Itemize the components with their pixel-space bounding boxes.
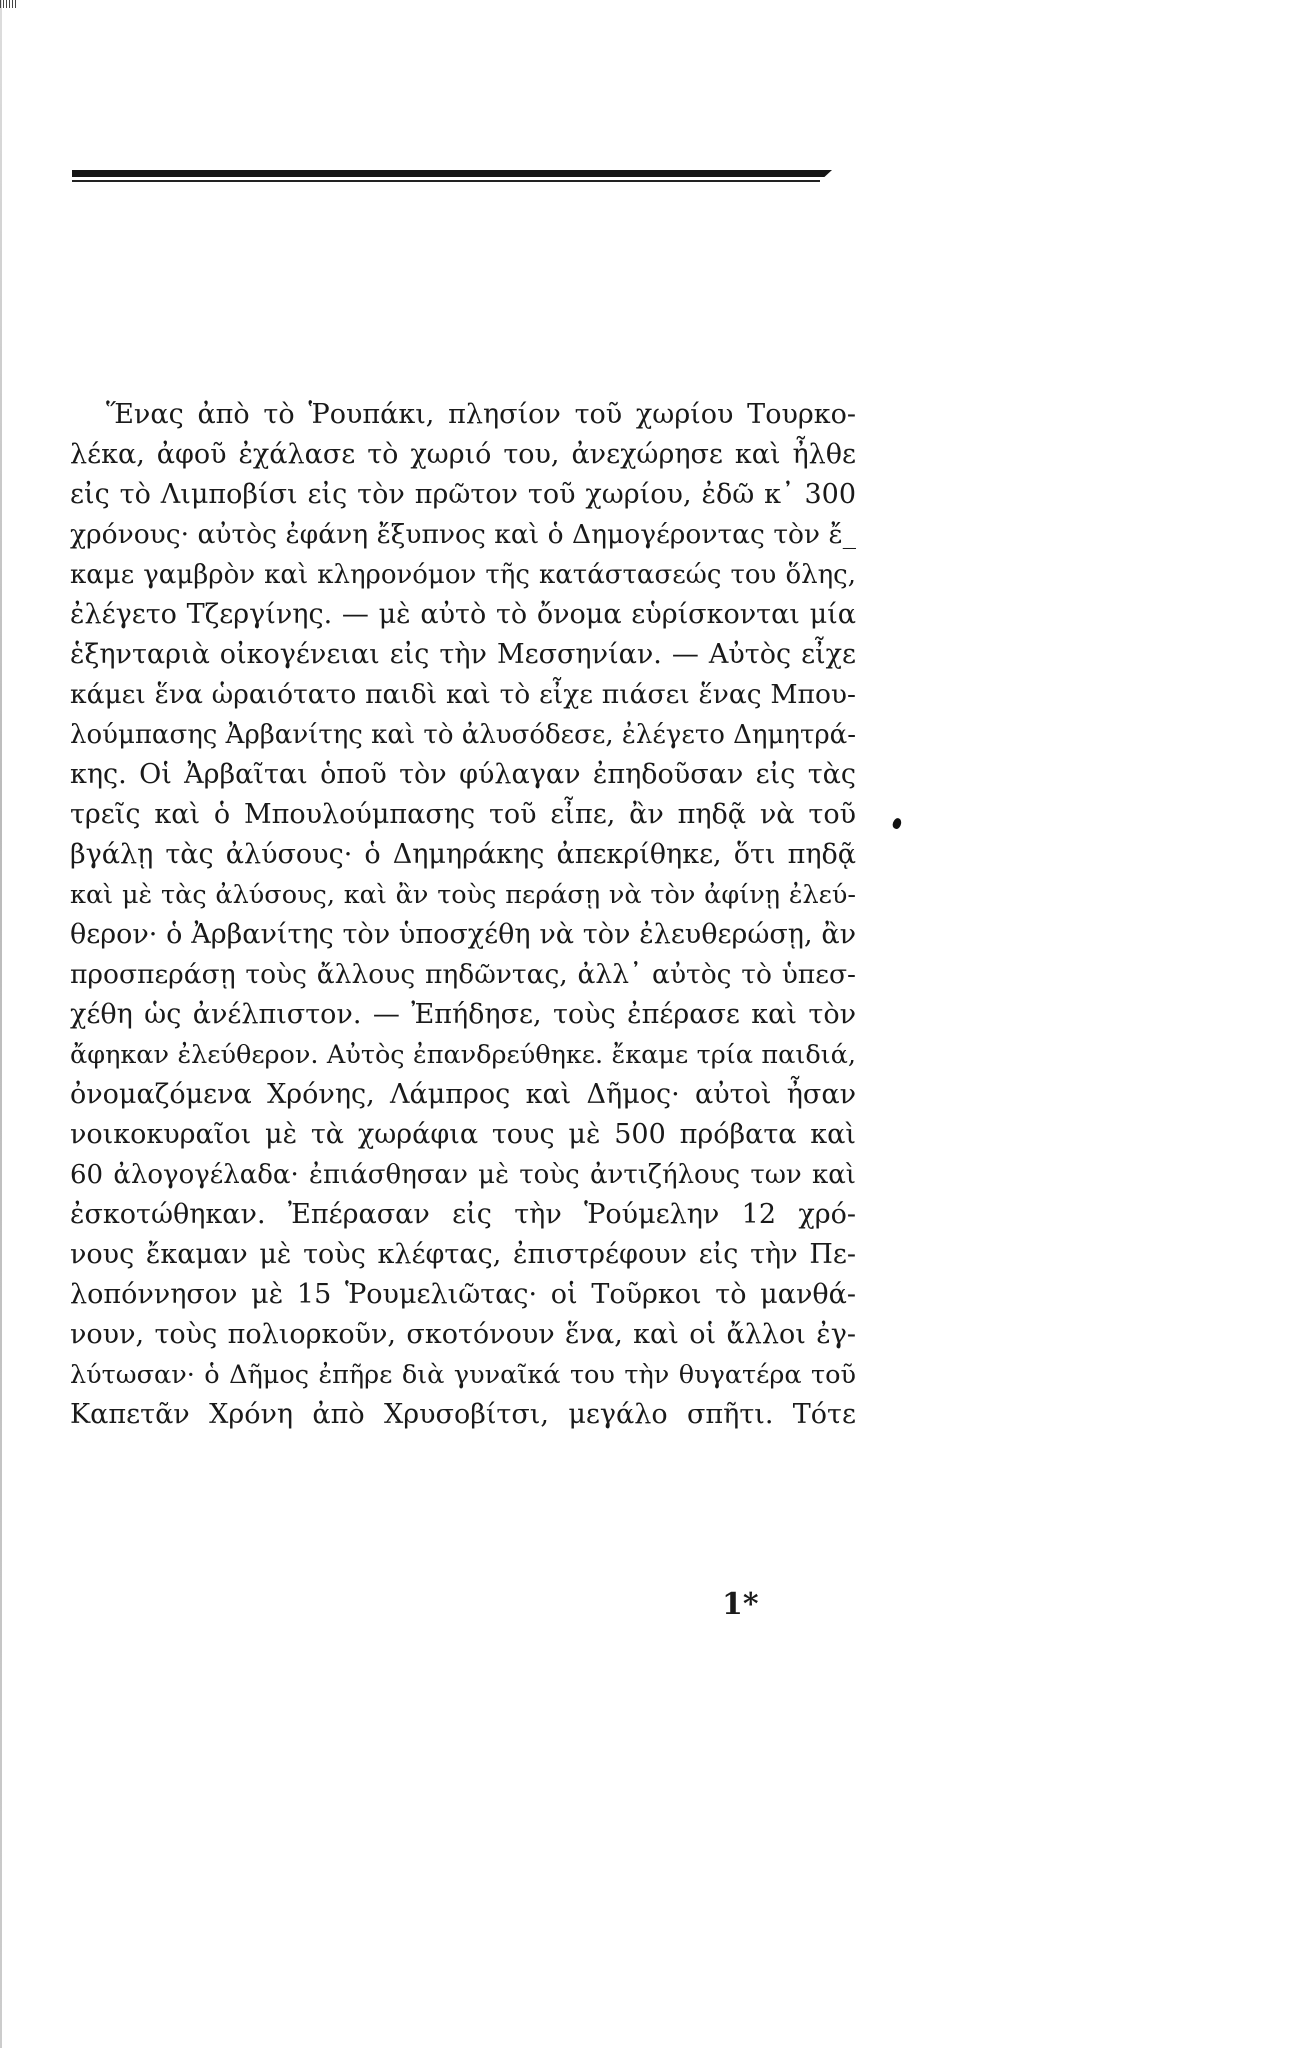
text-line: 60 ἀλογογέλαδα· ἐπιάσθησαν μὲ τοὺς ἀντιζήλους των καὶ (70, 1160, 856, 1190)
text-line: προσπεράσῃ τοὺς ἄλλους πηδῶντας, ἀλλ᾽ αὐτὸς τὸ ὑπεσ- (70, 959, 856, 990)
scan-edge (0, 0, 2, 2048)
text-line: λύτωσαν· ὁ Δῆμος ἐπῆρε διὰ γυναῖκά του τὴν θυγατέρα τοῦ (70, 1360, 856, 1390)
scan-edge-marks (0, 0, 18, 8)
text-line: καὶ μὲ τὰς ἀλύσους, καὶ ἂν τοὺς περάσῃ νὰ τὸν ἀφίνῃ ἐλεύ- (70, 880, 856, 910)
text-line: βγάλῃ τὰς ἀλύσους· ὁ Δημηράκης ἀπεκρίθηκε, ὅτι πηδᾷ (70, 839, 856, 870)
text-line: Ἕνας ἀπὸ τὸ Ῥουπάκι, πλησίον τοῦ χωρίου Τουρκο- (106, 399, 856, 430)
text-line: νουν, τοὺς πολιορκοῦν, σκοτόνουν ἕνα, καὶ οἱ ἄλλοι ἐγ- (70, 1319, 856, 1350)
text-line: λέκα, ἀφοῦ ἐχάλασε τὸ χωριό του, ἀνεχώρησε καὶ ἦλθε (70, 439, 856, 470)
text-line: κης. Οἱ Ἀρβαῖται ὁποῦ τὸν φύλαγαν ἐπηδοῦσαν εἰς τὰς (70, 759, 856, 790)
text-line: τρεῖς καὶ ὁ Μπουλούμπασης τοῦ εἶπε, ἂν πηδᾷ νὰ τοῦ (70, 799, 856, 830)
header-rule (72, 170, 842, 184)
text-line: λοπόννησον μὲ 15 Ῥουμελιῶτας· οἱ Τοῦρκοι τὸ μανθά- (70, 1279, 856, 1310)
text-line: χρόνους· αὐτὸς ἐφάνη ἔξυπνος καὶ ὁ Δημογέροντας τὸν ἔ_ (70, 519, 856, 550)
text-line: καμε γαμβρὸν καὶ κληρονόμον τῆς κατάστασεώς του ὅλης, (70, 560, 856, 590)
text-line: ἑξηνταριὰ οἰκογένειαι εἰς τὴν Μεσσηνίαν. — Αὐτὸς εἶχε (70, 639, 856, 670)
text-line: ὀνομαζόμενα Χρόνης, Λάμπρος καὶ Δῆμος· αὐτοὶ ἦσαν (70, 1079, 856, 1110)
text-line: θερον· ὁ Ἀρβανίτης τὸν ὑποσχέθη νὰ τὸν ἐλευθερώσῃ, ἂν (70, 919, 856, 950)
text-line: χέθη ὡς ἀνέλπιστον. — Ἐπήδησε, τοὺς ἐπέρασε καὶ τὸν (70, 999, 856, 1030)
text-line: Καπετᾶν Χρόνη ἀπὸ Χρυσοβίτσι, μεγάλο σπῆτι. Τότε (70, 1399, 856, 1430)
text-line: κάμει ἕνα ὡραιότατο παιδὶ καὶ τὸ εἶχε πιάσει ἕνας Μπου- (70, 679, 856, 710)
signature-mark: 1* (722, 1587, 759, 1622)
text-line: εἰς τὸ Λιμποβίσι εἰς τὸν πρῶτον τοῦ χωρίου, ἐδῶ κ᾽ 300 (70, 479, 856, 510)
text-line: ἐσκοτώθηκαν. Ἐπέρασαν εἰς τὴν Ῥούμελην 12 χρό- (70, 1199, 856, 1230)
margin-ink-mark (891, 817, 902, 830)
text-line: ἄφηκαν ἐλεύθερον. Αὐτὸς ἐπανδρεύθηκε. ἔκαμε τρία παιδιά, (70, 1040, 856, 1070)
text-line: νους ἔκαμαν μὲ τοὺς κλέφτας, ἐπιστρέφουν εἰς τὴν Πε- (70, 1239, 856, 1270)
text-line: ἐλέγετο Τζεργίνης. — μὲ αὐτὸ τὸ ὄνομα εὑρίσκονται μία (70, 599, 856, 630)
header-rule-thin (72, 180, 820, 182)
text-line: λούμπασης Ἀρβανίτης καὶ τὸ ἀλυσόδεσε, ἐλέγετο Δημητρά- (70, 720, 856, 750)
header-rule-thick (72, 170, 832, 177)
text-line: νοικοκυραῖοι μὲ τὰ χωράφια τους μὲ 500 πρόβατα καὶ (70, 1119, 856, 1150)
